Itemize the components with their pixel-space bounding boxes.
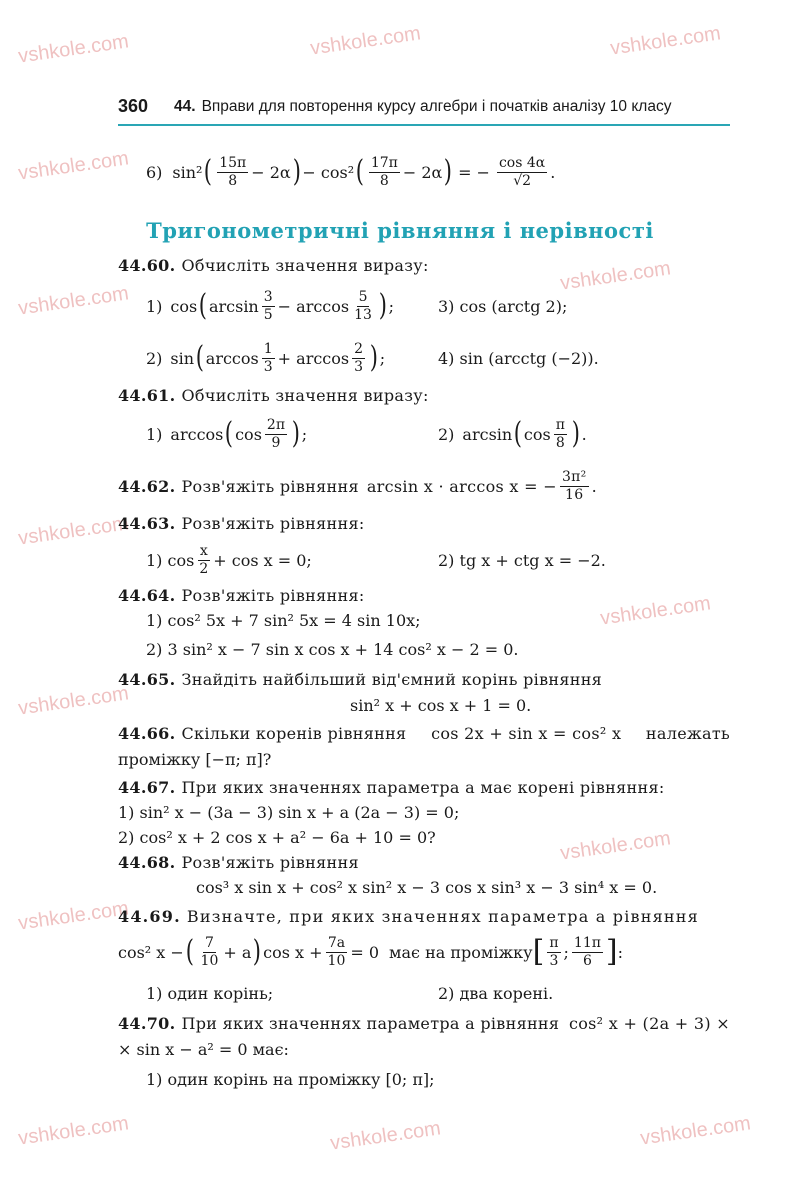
problem-44-60-item-1: 1) cos ( arcsin $\frac{3}{5}$ − arccos $\frac{5}{13}$ ) ; — [146, 288, 395, 323]
problem-44-64-item-2: 2) 3 sin² x − 7 sin x cos x + 14 cos² x − 2 = 0. — [146, 639, 519, 659]
watermark: vshkole.com — [16, 282, 131, 320]
problem-44-66: 44.66. Скільки коренів рівняння cos 2x + sin x = cos² x належать — [118, 723, 730, 743]
watermark: vshkole.com — [558, 827, 673, 865]
watermark: vshkole.com — [608, 22, 723, 60]
problem-44-68-equation: cos³ x sin x + cos² x sin² x − 3 cos x sin³ x − 3 sin⁴ x = 0. — [196, 877, 658, 897]
problem-44-61: 44.61. Обчисліть значення виразу: — [118, 385, 429, 405]
problem-44-63-item-1: 1) cos $\frac{x}{2}$ + cos x = 0; — [146, 542, 312, 577]
watermark: vshkole.com — [16, 1112, 131, 1150]
watermark: vshkole.com — [308, 22, 423, 60]
problem-44-64: 44.64. Розв'яжіть рівняння: — [118, 585, 365, 605]
problem-44-60-item-3: 3) cos (arctg 2); — [438, 296, 568, 316]
problem-44-69-item-2: 2) два корені. — [438, 983, 554, 1003]
problem-44-70-line-2: × sin x − a² = 0 має: — [118, 1039, 289, 1059]
page-number: 360 — [118, 96, 149, 116]
problem-44-65-equation: sin² x + cos x + 1 = 0. — [350, 695, 532, 715]
problem-44-62: 44.62. Розв'яжіть рівняння arcsin x · arccos x = − $\frac{\text{3π²}}{16}$ . — [118, 468, 597, 503]
section-title: 44. Вправи для повторення курсу алгебри і початків аналізу 10 класу — [174, 98, 672, 115]
problem-44-69-item-1: 1) один корінь; — [146, 983, 274, 1003]
watermark: vshkole.com — [16, 682, 131, 720]
problem-44-61-item-1: 1) arccos ( cos $\frac{2\pi}{9}$ ) ; — [146, 416, 308, 451]
problem-44-67: 44.67. При яких значеннях параметра a має корені рівняння: — [118, 777, 665, 797]
watermark: vshkole.com — [16, 30, 131, 68]
problem-44-67-item-2: 2) cos² x + 2 cos x + a² − 6a + 10 = 0? — [118, 827, 436, 847]
page-header — [118, 94, 730, 126]
problem-44-68: 44.68. Розв'яжіть рівняння — [118, 852, 359, 872]
problem-44-65: 44.65. Знайдіть найбільший від'ємний корінь рівняння — [118, 669, 603, 689]
problem-44-60-item-4: 4) sin (arcctg (−2)). — [438, 348, 599, 368]
watermark: vshkole.com — [638, 1112, 753, 1150]
problem-44-60-item-2: 2) sin ( arccos $\frac{1}{3}$ + arccos $\frac{2}{3}$ ) ; — [146, 340, 386, 375]
problem-44-70: 44.70. При яких значеннях параметра a рівняння cos² x + (2a + 3) × — [118, 1013, 730, 1033]
watermark: vshkole.com — [16, 897, 131, 935]
problem-44-63-item-2: 2) tg x + ctg x = −2. — [438, 550, 606, 570]
problem-44-66-line-2: проміжку [−π; π]? — [118, 749, 272, 769]
section-heading: Тригонометричні рівняння і нерівності — [146, 218, 654, 243]
watermark: vshkole.com — [328, 1117, 443, 1155]
watermark: vshkole.com — [558, 257, 673, 295]
watermark: vshkole.com — [16, 147, 131, 185]
problem-44-60: 44.60. Обчисліть значення виразу: — [118, 255, 429, 275]
watermark: vshkole.com — [16, 512, 131, 550]
exercise-item-6: 6) sin² ( $\frac{15\pi}{8}$ − 2α ) − cos² ( $\frac{17\pi}{8}$ − 2α ) = − $\frac{\cos 4\alpha}{√2}$ . — [146, 154, 556, 189]
problem-44-63: 44.63. Розв'яжіть рівняння: — [118, 513, 365, 533]
problem-44-64-item-1: 1) cos² 5x + 7 sin² 5x = 4 sin 10x; — [146, 610, 421, 630]
problem-44-61-item-2: 2) arcsin ( cos $\frac{\pi}{8}$ ) . — [438, 416, 587, 451]
problem-44-69: 44.69. Визначте, при яких значеннях параметра a рівняння — [118, 906, 699, 926]
problem-44-69-equation: cos² x − ( $\frac{7}{10}$ + a ) cos x + $\frac{7a}{10}$ = 0 має на проміжку [ $\frac{\pi}{3}$ ; $\frac{11\pi}{6}$ ] : — [118, 934, 624, 969]
problem-44-67-item-1: 1) sin² x − (3a − 3) sin x + a (2a − 3) = 0; — [118, 802, 460, 822]
problem-44-70-item-1: 1) один корінь на проміжку [0; π]; — [146, 1069, 435, 1089]
watermark: vshkole.com — [598, 592, 713, 630]
